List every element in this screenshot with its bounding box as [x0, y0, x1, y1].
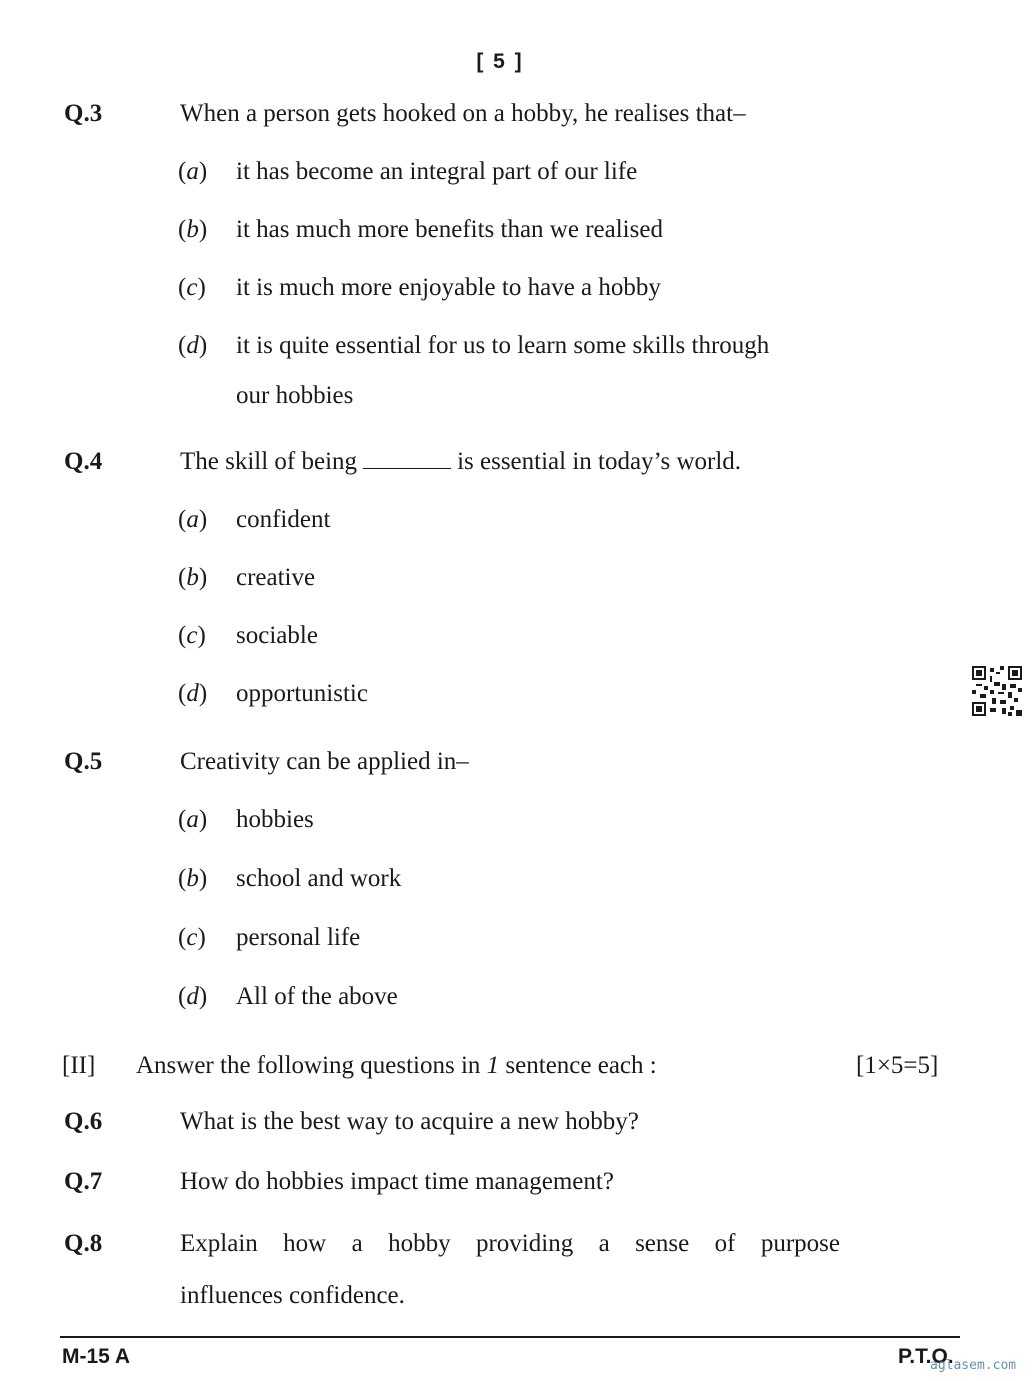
- question-number: Q.6: [64, 1108, 103, 1135]
- option-text: confident: [236, 506, 331, 533]
- option: [178, 216, 663, 244]
- question-text: What is the best way to acquire a new hobby?: [180, 1108, 639, 1135]
- please-turn-over: P.T.O.: [898, 1345, 954, 1368]
- option: [178, 564, 315, 592]
- section-instruction: Answer the following questions in 1 sentence each :: [136, 1052, 657, 1079]
- section-marks: [1×5=5]: [856, 1052, 939, 1079]
- question-text: How do hobbies impact time management?: [180, 1168, 614, 1195]
- option-text: school and work: [236, 865, 402, 892]
- option: [178, 622, 318, 650]
- paper-code: M-15 A: [62, 1345, 131, 1368]
- option: [178, 806, 314, 834]
- option-text: it is much more enjoyable to have a hobby: [236, 274, 661, 301]
- option: [178, 274, 661, 302]
- question-number: Q.4: [64, 448, 103, 475]
- question-text: The skill of being is essential in today’s world.: [180, 448, 742, 475]
- option-label: (b): [178, 865, 208, 892]
- option-label: (c): [178, 622, 206, 649]
- option-label: (d): [178, 680, 208, 707]
- question-text: Explain how a hobby providing a sense of purpose: [180, 1230, 840, 1257]
- question-text-continuation: influences confidence.: [180, 1282, 405, 1309]
- section-number: [II]: [62, 1052, 96, 1079]
- option: [178, 506, 330, 534]
- option-text: opportunistic: [236, 680, 368, 707]
- option-label: (d): [178, 983, 208, 1010]
- option-text: it is quite essential for us to learn some skills through: [236, 332, 770, 359]
- option-text: it has become an integral part of our life: [236, 158, 638, 185]
- watermark: aglasem.com: [930, 1358, 1017, 1373]
- fill-in-blank: [363, 450, 451, 469]
- option: [178, 865, 401, 893]
- question-number: Q.7: [64, 1168, 103, 1195]
- option-label: (c): [178, 274, 206, 301]
- question-text: Creativity can be applied in–: [180, 748, 469, 775]
- option: [178, 158, 637, 186]
- option-continuation: our hobbies: [236, 382, 354, 409]
- option-text: personal life: [236, 924, 361, 951]
- question-text: When a person gets hooked on a hobby, he realises that–: [180, 100, 746, 127]
- option-label: (a): [178, 806, 208, 833]
- question-number: Q.8: [64, 1230, 103, 1257]
- option-label: (b): [178, 216, 208, 243]
- option-text: All of the above: [236, 983, 398, 1010]
- question-number: Q.5: [64, 748, 103, 775]
- option: [178, 983, 398, 1011]
- option: [178, 924, 360, 952]
- option-label: (b): [178, 564, 208, 591]
- option-label: (c): [178, 924, 206, 951]
- option: [178, 680, 368, 708]
- option-text: sociable: [236, 622, 318, 649]
- option-label: (d): [178, 332, 208, 359]
- option-text: it has much more benefits than we realised: [236, 216, 663, 243]
- qr-code-icon: [972, 666, 1022, 716]
- option-text: creative: [236, 564, 316, 591]
- footer-divider: [60, 1336, 960, 1338]
- option-label: (a): [178, 158, 208, 185]
- option-label: (a): [178, 506, 208, 533]
- page-number: [ 5 ]: [476, 50, 524, 73]
- option-text: hobbies: [236, 806, 314, 833]
- question-number: Q.3: [64, 100, 103, 127]
- option: [178, 332, 769, 360]
